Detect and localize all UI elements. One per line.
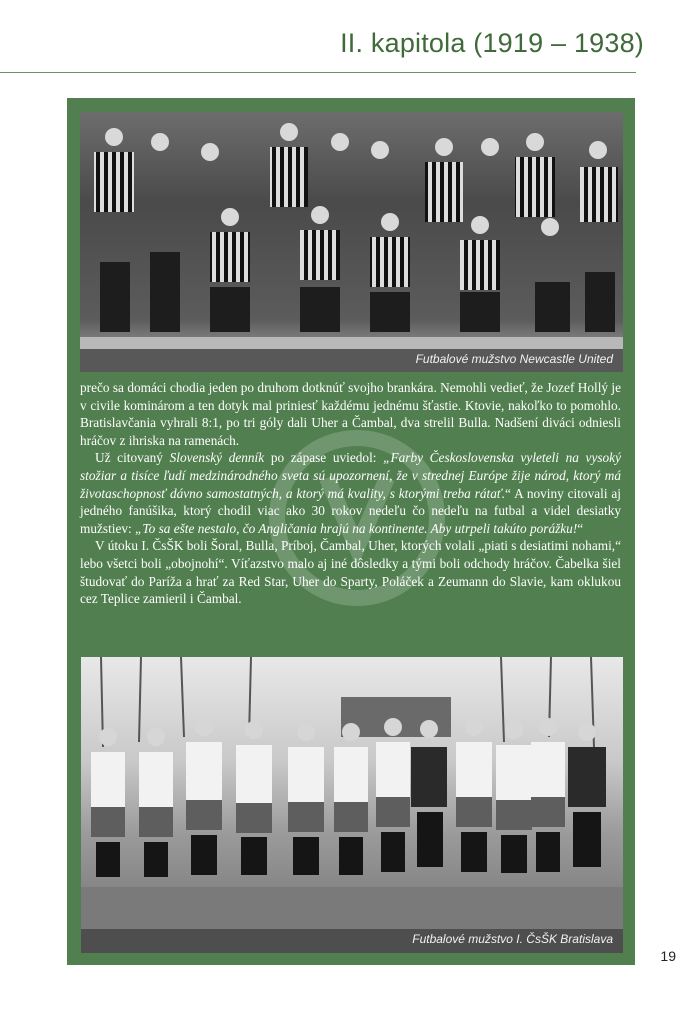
quotation: „Farby Československa vyleteli na vysoký stožiar a tisíce ľudí medzinárodného sveta sú upozornení, že v strednej Európe žije národ, ktorý má životaschopnosť dávno samostatných, a ktorý má kvality, s ktorými treba rátať. — [80, 450, 621, 501]
text-run: “ — [577, 520, 584, 536]
page-number: 19 — [660, 948, 676, 964]
photo-bratislava-team — [81, 657, 623, 953]
newspaper-name: Slovenský denník — [169, 450, 265, 466]
paragraph: V útoku I. ČsŠK boli Šoral, Bulla, Príboj, Čambal, Uher, ktorých volali „piati s desiatimi nohami,“ lebo všetci boli „obojnohí“. Víťazstvo malo aj iné dôsledky a tými boli odchody hráčov. Čabelka šiel študovať do Paríža a hrať za Red Star, Uher do Sparty, Poláček a Zeumann do Slavie, kam oklukou cez Teplice zamieril i Čambal. — [80, 538, 621, 607]
team-photo-image — [80, 112, 623, 372]
paragraph — [80, 449, 621, 537]
title-rule — [0, 72, 636, 73]
photo-caption: Futbalové mužstvo I. ČsŠK Bratislava — [81, 929, 623, 953]
text-run: po zápase uviedol: — [264, 450, 384, 466]
body-text — [80, 379, 621, 608]
text-run: “ A noviny citovali aj jedného fanúšika, ktorý chodil viac ako 30 rokov nedeľu čo nedeľu na futbal a videl desiatky mužstiev: — [80, 485, 621, 536]
text-run: Už citovaný — [95, 450, 170, 466]
quotation: „To sa ešte nestalo, čo Angličania hrajú na kontinente. Aby utrpeli takúto porážku! — [135, 520, 578, 536]
photo-caption: Futbalové mužstvo Newcastle United — [80, 349, 623, 372]
team-photo-image — [81, 657, 623, 953]
chapter-title: II. kapitola (1919 – 1938) — [340, 28, 644, 58]
photo-newcastle-team — [80, 112, 623, 372]
green-panel — [67, 98, 635, 965]
paragraph: prečo sa domáci chodia jeden po druhom dotknúť svojho brankára. Nemohli vedieť, že Jozef Hollý je v civile kominárom a ten dotyk mal priniesť každému jednému šťastie. Ktovie, nakoľko to pomohlo. Bratislavčania vyhrali 8:1, po tri góly dali Uher a Čambal, dva strelil Bulla. Nadšení diváci odniesli hráčov z ihriska na ramenách. — [80, 380, 621, 448]
